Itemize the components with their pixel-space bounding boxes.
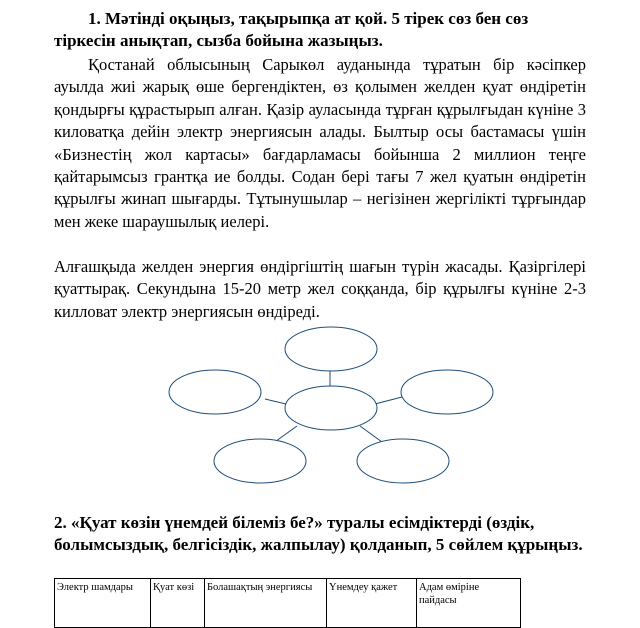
bottom-left-oval[interactable] [214,439,306,483]
left-oval[interactable] [169,370,261,414]
table-cell-benefit: Адам өміріне пайдасы [417,579,521,628]
table-row [55,579,521,628]
connector-bottom-right [360,426,382,442]
task1-heading: 1. Мәтінді оқыңыз, тақырыпқа ат қой. 5 тірек сөз бен сөз тіркесін анықтап, сызба бойына жазыңыз. [54,9,529,50]
text-paragraph-1: Қостанай облысының Сарыкөл ауданында тұратын бір кәсіпкер ауылда жиі жарық өше бергендіктен, өз қолымен желден қуат өндіретін қондырғы құрастырып алған. Қазір ауласында тұрған құрылғыдан күніне 3 киловатқа дейін электр энергиясын алады. Былтыр осы бастамасы үшін «Бизнестің жол картасы» бағдарламасы бойынша 2 миллион теңге қайтарымсыз грантқа ие болды. Содан бері тағы 7 жел қуатын өндіретін құрылғы жинап шығарды. Тұтынушылар – негізінен жергілікті тұрғындар мен жеке шараушылық иелері. [54,55,586,231]
cluster-diagram [160,322,500,490]
bottom-right-oval[interactable] [357,439,449,483]
connector-right [375,397,402,404]
keyword-table [54,578,521,628]
right-oval[interactable] [401,370,493,414]
task2-heading: 2. «Қуат көзін үнемдей білеміз бе?» туралы есімдіктерді (өздік, болымсыздық, белгісіздік, жалпылау) қолданып, 5 сөйлем құрыңыз. [54,513,583,554]
connector-left [265,399,286,404]
table-cell-future-energy: Болашақтың энергиясы [205,579,327,628]
table-cell-power-source: Қуат көзі [151,579,205,628]
center-oval[interactable] [285,386,377,430]
table-cell-electric-lamps: Электр шамдары [55,579,151,628]
text-paragraph-2: Алғашқыда желден энергия өндіргіштің шағын түрін жасады. Қазіргілері қуаттырақ. Секундына 15-20 метр жел соққанда, бір құрылғы күніне 2-3 килловат электр энергиясын өндіреді. [54,257,586,321]
top-oval[interactable] [285,327,377,371]
table-cell-saving-needed: Үнемдеу қажет [327,579,417,628]
